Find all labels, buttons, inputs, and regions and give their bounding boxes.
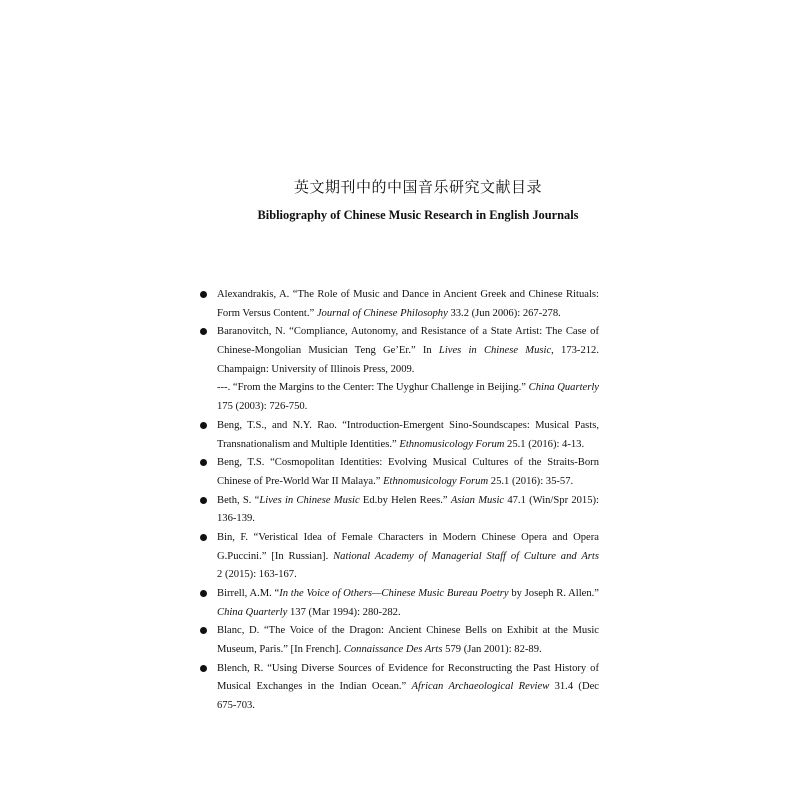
entry-line [217, 361, 599, 380]
entry-text: Chinese-Mongolian Musician Teng Ge’Er.” In [217, 345, 439, 357]
entry-line [217, 454, 599, 473]
entry-text: Transnationalism and Multiple Identities.” [217, 438, 400, 450]
entry-text: 31.4 (Dec [554, 681, 599, 693]
page-title-chinese: 英文期刊中的中国音乐研究文献目录 [293, 178, 542, 196]
bullet-icon [200, 627, 207, 634]
entry-text: 136-139. [217, 513, 255, 525]
entry-text: Blench, R. “Using Diverse Sources of Evidence for Reconstructing the Past History of [217, 662, 599, 674]
entry-text: Museum, Paris.” [In French]. [217, 644, 344, 656]
publication-title: China Quarterly [217, 606, 288, 618]
publication-title: Lives in Chinese Music [259, 494, 360, 506]
bullet-icon [200, 534, 207, 541]
entry-text: Chinese of Pre-World War II Malaya.” [217, 475, 384, 487]
entry-text: G.Puccini.” [In Russian]. [217, 550, 334, 562]
bibliography-entry [217, 492, 599, 529]
bullet-icon [200, 497, 207, 504]
bibliography-list [217, 286, 599, 716]
entry-text: 25.1 (2016): 35-57. [488, 475, 574, 487]
entry-text: , 173-212. [551, 345, 599, 357]
entry-line [217, 529, 599, 548]
bullet-icon [200, 459, 207, 466]
entry-text: 47.1 (Win/Spr 2015): [504, 494, 599, 506]
entry-line [217, 436, 599, 455]
entry-text: 25.1 (2016): 4-13. [504, 438, 585, 450]
bullet-icon [200, 328, 207, 335]
entry-text: 579 (Jan 2001): 82-89. [442, 644, 542, 656]
entry-text: 137 (Mar 1994): 280-282. [287, 606, 401, 618]
bibliography-entry [217, 454, 599, 491]
entry-line [217, 342, 599, 361]
entry-line [217, 697, 599, 716]
page-title-english: Bibliography of Chinese Music Research in English Journals [257, 208, 579, 222]
entry-text: 2 (2015): 163-167. [217, 569, 297, 581]
bibliography-entry [217, 379, 599, 416]
entry-line [217, 398, 599, 417]
publication-title: In the Voice of Others—Chinese Music Bureau Poetry [279, 588, 509, 599]
entry-text: Beng, T.S. “Cosmopolitan Identities: Evolving Musical Cultures of the Straits-Born [217, 457, 599, 469]
entry-line [217, 510, 599, 529]
bullet-icon [200, 291, 207, 298]
entry-line [217, 678, 599, 697]
entry-text: 675-703. [217, 700, 255, 712]
entry-text: Beng, T.S., and N.Y. Rao. “Introduction-Emergent Sino-Soundscapes: Musical Pasts, [217, 419, 599, 431]
entry-text: Alexandrakis, A. “The Role of Music and Dance in Ancient Greek and Chinese Rituals: [217, 289, 599, 300]
bibliography-entry [217, 417, 599, 454]
entry-line [217, 604, 599, 623]
entry-line [217, 473, 599, 492]
entry-text: 33.2 (Jun 2006): 267-278. [447, 307, 561, 319]
bullet-icon [200, 665, 207, 672]
entry-line [217, 548, 599, 567]
entry-text: Birrell, A.M. “ [217, 588, 280, 599]
entry-line [217, 286, 599, 305]
publication-title: Ethnomusicology Forum [383, 475, 489, 487]
publication-title: African Archaeological Review [411, 681, 550, 693]
entry-line [217, 641, 599, 660]
publication-title: Ethnomusicology Forum [399, 438, 505, 450]
entry-line [217, 660, 599, 679]
entry-line [217, 585, 599, 604]
entry-text: Baranovitch, N. “Compliance, Autonomy, and Resistance of a State Artist: The Case of [217, 326, 599, 338]
publication-title: Journal of Chinese Philosophy [316, 307, 448, 319]
bibliography-entry [217, 529, 599, 585]
bibliography-entry [217, 585, 599, 622]
entry-text: Ed.by Helen Rees.” [359, 494, 451, 506]
entry-text: Form Versus Content.” [217, 307, 317, 319]
entry-line [217, 305, 599, 324]
entry-text: Beth, S. “ [217, 494, 260, 506]
entry-text: ---. “From the Margins to the Center: The Uyghur Challenge in Beijing.” [217, 382, 529, 394]
entry-text: Bin, F. “Veristical Idea of Female Characters in Modern Chinese Opera and Opera [217, 531, 599, 543]
publication-title: China Quarterly [528, 382, 599, 394]
entry-line [217, 492, 599, 511]
publication-title: Lives in Chinese Music [438, 345, 552, 357]
entry-text: Musical Exchanges in the Indian Ocean.” [217, 681, 412, 693]
entry-text: by Joseph R. Allen.” [508, 588, 599, 599]
bibliography-entry [217, 660, 599, 716]
bullet-icon [200, 422, 207, 429]
entry-text: 175 (2003): 726-750. [217, 401, 308, 413]
entry-line [217, 566, 599, 585]
bibliography-entry [217, 286, 599, 323]
entry-line [217, 379, 599, 398]
publication-title: Connaissance Des Arts [343, 644, 443, 656]
entry-line [217, 323, 599, 342]
publication-title: National Academy of Managerial Staff of Culture and Arts [333, 550, 599, 562]
entry-line [217, 417, 599, 436]
bullet-icon [200, 590, 207, 597]
entry-text: Champaign: University of Illinois Press, 2009. [217, 363, 415, 375]
entry-line [217, 622, 599, 641]
bibliography-entry [217, 622, 599, 659]
publication-title: Asian Music [450, 494, 505, 506]
entry-text: Blanc, D. “The Voice of the Dragon: Ancient Chinese Bells on Exhibit at the Music [217, 625, 599, 637]
bibliography-entry [217, 323, 599, 379]
